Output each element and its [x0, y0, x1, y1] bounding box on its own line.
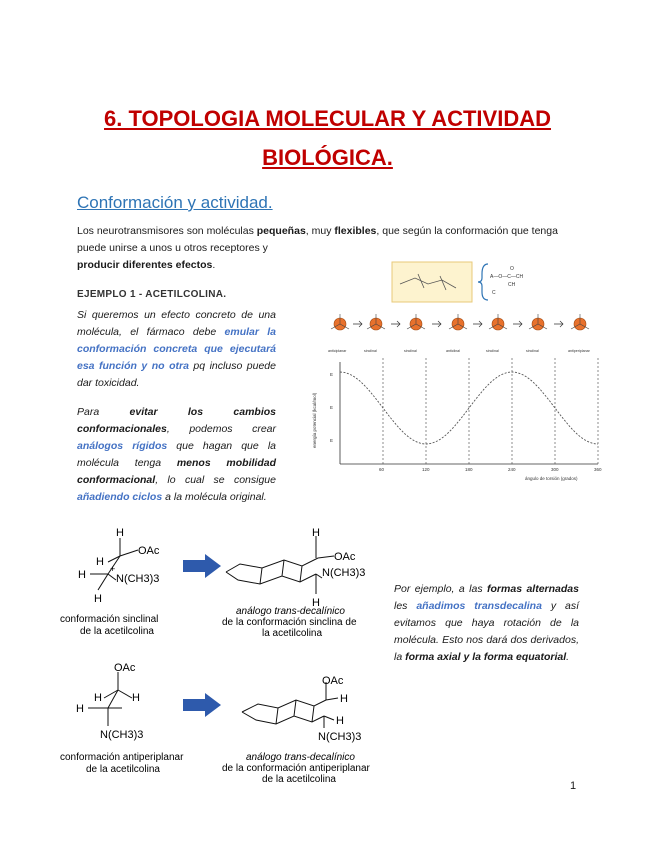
- h3-label: H: [76, 703, 84, 715]
- rotation-arrow: [391, 321, 400, 327]
- x-axis-label: ángulo de torsión (grados): [525, 476, 578, 481]
- y-axis-label: energía potencial (kcal/mol): [312, 392, 317, 448]
- x-tick-label: 120: [422, 467, 430, 472]
- formula-bracket: [478, 264, 488, 300]
- caption-line1: análogo trans-decalínico: [246, 752, 355, 763]
- newman-projection: [407, 314, 425, 330]
- x-tick-label: 60: [379, 467, 385, 472]
- oac-label: OAc: [138, 545, 160, 557]
- intro-paragraph-continued: puede unirse a unos u otros receptores y producir diferentes efectos.: [77, 242, 268, 271]
- formula-line-4: C: [492, 290, 496, 296]
- example-heading: EJEMPLO 1 - ACETILCOLINA.: [77, 289, 227, 300]
- rotation-arrow: [432, 321, 441, 327]
- caption-line2: de la conformación antiperiplanar: [222, 763, 370, 774]
- section-subtitle: Conformación y actividad.: [77, 193, 273, 212]
- x-tick-label: 240: [508, 467, 516, 472]
- torsion-guides: [383, 358, 598, 464]
- arrow-right-2: [183, 693, 223, 717]
- newman-projection: [367, 314, 385, 330]
- caption-line1: conformación sinclinal: [60, 614, 159, 625]
- newman-projection: [489, 314, 507, 330]
- conformation-label: sinclinal: [486, 349, 499, 353]
- conformation-label: sinclinal: [526, 349, 539, 353]
- nme3-label: N(CH3)3: [322, 567, 366, 579]
- conformation-label: anticlinal: [446, 349, 460, 353]
- plus-label: +: [110, 564, 116, 574]
- conformation-label: sinclinal: [404, 349, 417, 353]
- newman-projection: [529, 314, 547, 330]
- page-title-continued: BIOLÓGICA.: [262, 145, 393, 170]
- caption-line2: de la conformación sinclina de: [222, 617, 357, 628]
- caption-line2: de la acetilcolina: [80, 626, 154, 637]
- newman-projection: [449, 314, 467, 330]
- rotation-arrow: [554, 321, 563, 327]
- arrow-right-1: [183, 554, 223, 578]
- paragraph-transdecalin: Por ejemplo, a las formas alternadas les añadimos transdecalina y así evitamos que haya rotación de la molécula. Esto nos dará dos derivados, la forma axial y la forma equatorial.: [394, 583, 579, 663]
- oac-label: OAc: [114, 662, 136, 674]
- rotation-arrow: [473, 321, 482, 327]
- formula-line-2: A—O—C—CH: [490, 274, 524, 280]
- paragraph-rigid-analogs: Para evitar los cambios conformacionales, podemos crear análogos rígidos que hagan que la molécula tenga menos mobilidad conformacional, lo cual se consigue añadiendo ciclos a la molécula original.: [77, 406, 277, 503]
- page-title: 6. TOPOLOGIA MOLECULAR Y ACTIVIDAD: [104, 106, 551, 131]
- h-bottom-label: H: [312, 597, 320, 609]
- h2-label: H: [132, 692, 140, 704]
- paragraph-emulate: Si queremos un efecto concreto de una molécula, el fármaco debe emular la conformación concreta que ejecutará esa función y no otra pq incluso puede dar toxicidad.: [77, 309, 277, 389]
- newman-row: [331, 314, 589, 330]
- oac-label: OAc: [334, 551, 356, 563]
- conformation-labels: [328, 349, 591, 353]
- caption-line3: la acetilcolina: [262, 628, 323, 639]
- rotation-arrow: [513, 321, 522, 327]
- caption-line1: conformación antiperiplanar: [60, 752, 184, 763]
- caption-line3: de la acetilcolina: [262, 774, 336, 785]
- h-bottom-label: H: [94, 593, 102, 605]
- h1-label: H: [340, 693, 348, 705]
- intro-paragraph: Los neurotransmisores son moléculas pequeñas, muy flexibles, que según la conformación que tenga: [77, 225, 558, 237]
- rotation-arrow: [353, 321, 362, 327]
- page-number: 1: [570, 780, 577, 792]
- h-top-label: H: [116, 528, 124, 539]
- formula-line-3: CH: [508, 282, 516, 288]
- energy-diagram-figure: [300, 258, 612, 490]
- nme3-label: N(CH3)3: [100, 729, 144, 741]
- nme3-label: N(CH3)3: [318, 731, 362, 743]
- y-tick-mid: E: [330, 405, 334, 410]
- x-tick-label: 300: [551, 467, 559, 472]
- newman-projection: [571, 314, 589, 330]
- formula-line-1: O: [510, 266, 514, 272]
- molecule-sinclinal: [60, 528, 200, 638]
- nme3-label: N(CH3)3: [116, 573, 160, 585]
- x-tick-label: 360: [594, 467, 602, 472]
- conformation-label: antiperiplanar: [568, 349, 590, 353]
- h-left-label: H: [96, 556, 104, 568]
- molecule-decalin-antiperiplanar: [222, 672, 392, 792]
- caption-line1: análogo trans-decalínico: [236, 606, 345, 617]
- h-top-label: H: [312, 528, 320, 539]
- oac-label: OAc: [322, 675, 344, 687]
- x-ticks: [379, 467, 602, 472]
- h2-label: H: [336, 715, 344, 727]
- molecule-decalin-sinclinal: [222, 528, 382, 640]
- x-tick-label: 180: [465, 467, 473, 472]
- y-tick-bottom: E: [330, 438, 334, 443]
- newman-projection: [331, 314, 349, 330]
- molecule-antiperiplanar: [60, 662, 200, 778]
- h1-label: H: [94, 692, 102, 704]
- h2-label: H: [78, 569, 86, 581]
- y-tick-top: E: [330, 372, 334, 377]
- conformation-label: anticiplanar: [328, 349, 347, 353]
- conformation-label: sinclinal: [364, 349, 377, 353]
- caption-line2: de la acetilcolina: [86, 764, 160, 775]
